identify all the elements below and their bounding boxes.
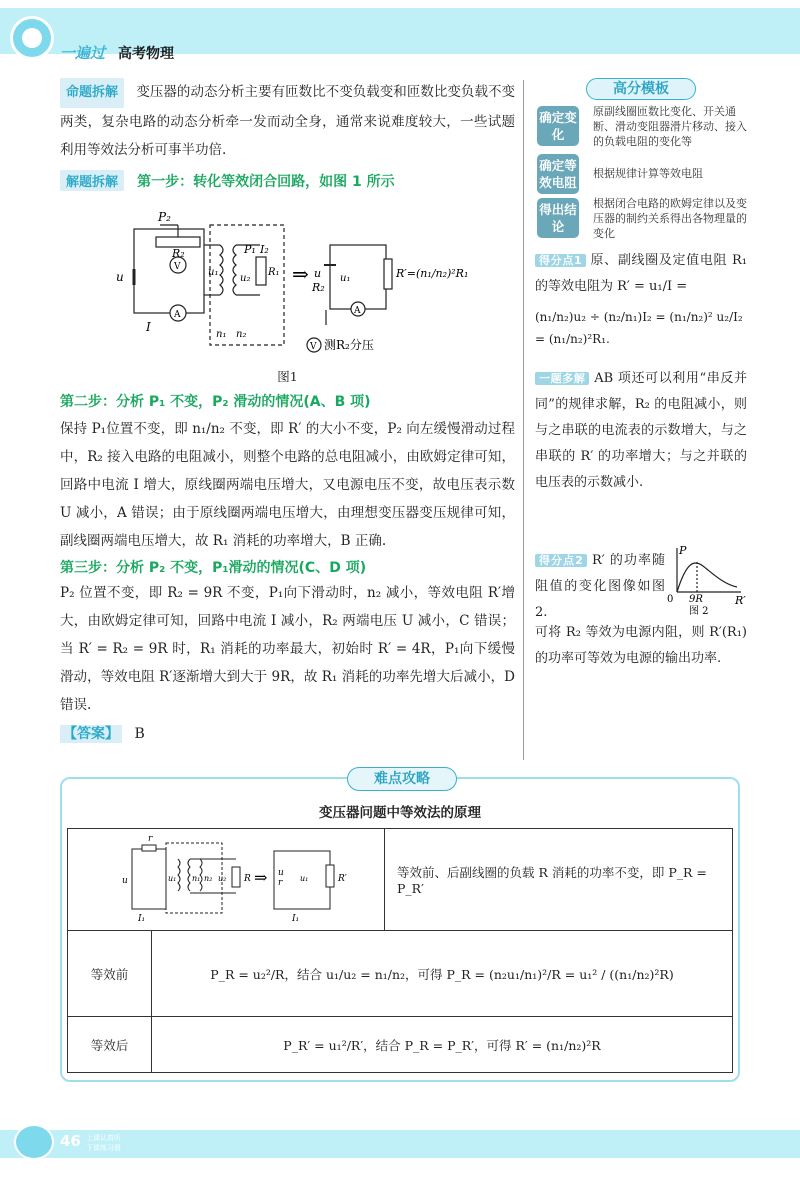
template-step-1-box: 确定变化 [537,106,579,146]
score-point-2-label: 得分点2 [535,554,587,567]
label-v: V [174,262,181,272]
template-step-3 [535,194,747,244]
equivalent-loop [330,245,386,309]
difficulty-subtitle: 变压器问题中等效法的原理 [319,805,481,821]
diag-i1: I₁ [138,914,146,924]
equivalence-arrow: ⇒ [292,262,309,286]
rheostat-r2 [156,237,200,247]
footer-slogan-2: 下课练习册 [86,1144,121,1152]
label-i2: I₂ [260,243,269,256]
page-header [0,0,800,74]
difficulty-title: 难点攻略 [347,767,457,791]
principle-table [67,828,733,1073]
tag-solution: 解题拆解 [60,170,124,191]
label-r1: R₁ [268,267,280,278]
label-r-prime: R′=(n₁/n₂)²R₁ [396,267,469,280]
step3-paragraph: P₂ 位置不变，即 R₂ = 9R 不变，P₁向下滑动时，n₂ 减小，等效电阻 R′增大，由欧姆定律可知，回路中电流 I 减小，R₂ 两端电压 U 减小，C 错误；当 R′ = R₂ = 9R 时，R₁ 消耗的功率最大，初始时 R′ = 4R，P₁向下缓慢滑动，等效电阻 R′逐渐增大到大于 9R，故 R₁ 消耗的功率先增大后减小，D 错误. [60,585,515,713]
diag-n1: n₁ [192,874,201,883]
score-point-1 [535,248,747,300]
step1-line [60,170,515,191]
score-point-1-label: 得分点1 [535,254,586,267]
step1-heading: 第一步：转化等效闭合回路，如图 1 所示 [137,174,395,190]
mascot-logo-icon [10,16,54,60]
step3-heading: 第三步：分析 P₂ 不变，P₁滑动的情况(C、D 项) [60,560,367,576]
right-column [535,72,747,672]
template-step-2 [535,154,747,194]
resistor-r1 [256,257,266,285]
page-footer [0,1120,800,1160]
row1-formula: P_R = u₂²/R，结合 u₁/u₂ = n₁/n₂，可得 P_R = (n₂u₁/n₁)²/R = u₁² / ((n₁/n₂)²R) [152,931,733,1017]
label-a: A [174,310,181,320]
fig2-y-label: P [679,544,687,557]
intro-paragraph [60,78,515,164]
figure-2-power-curve [667,542,747,618]
label-r2: R₂ [172,247,185,260]
label-u: u [116,270,124,284]
fig2-caption: 图 2 [689,606,709,617]
principle-cell: 等效前、后副线圈的负载 R 消耗的功率不变，即 P_R = P_R′ [385,829,733,931]
step2-paragraph: 保持 P₁位置不变，即 n₁/n₂ 不变，即 R′ 的大小不变，P₂ 向左缓慢滑动过程中，R₂ 接入电路的电阻减小，则整个电路的总电阻减小，由欧姆定律可知，回路中电流 I 增大，原线圈两端电压增大，又电源电压不变，故电压表示数 U 减小，A 错误；由于原线圈两端电压增大，由理想变压器变压规律可知，副线圈两端电压增大，故 R₁ 消耗的功率增大，B 正确. [60,421,515,549]
mascot-icon [14,1124,54,1160]
figure-1-circuit [60,195,515,365]
intro-text: 变压器的动态分析主要有匝数比不变负载变和匝数比变负载不变两类，复杂电路的动态分析牵一发而动全身，通常来说难度较大，一些试题利用等效法分析可事半功倍. [60,84,516,158]
label-u1: u₁ [208,267,219,278]
label-u2: u₂ [240,273,251,284]
equivalence-diagram [68,829,384,927]
diag-n2: n₂ [204,874,213,883]
brand-name: 一遍过 [60,44,106,62]
template-step-1-text: 原副线圈匝数比变化、开关通断、滑动变阻器滑片移动、接入的负载电阻的变化等 [593,105,747,148]
label-n2: n₂ [236,329,247,340]
template-step-1 [535,104,747,154]
footer-slogan-1: 上课认真听 [86,1134,121,1142]
diag-R: R [244,874,251,884]
diag-u2: u₂ [218,874,227,883]
template-title: 高分模板 [586,78,696,100]
fig2-x-tick: 9R [689,594,703,605]
equivalent-resistor [384,259,392,289]
template-step-3-text: 根据闭合电路的欧姆定律以及变压器的制约关系得出各物理量的变化 [593,197,747,240]
diag-r-right: r [278,878,283,888]
score-point-2-text: R′ 的功率随阻值的变化图像如图 2. [535,553,666,620]
label-r2-right: R₂ [312,281,325,294]
template-step-2-box: 确定等效电阻 [537,154,579,194]
table-row [68,1017,733,1073]
label-p2: P₂ [158,210,171,224]
voltmeter-note: 测R₂分压 [324,338,374,352]
score-point-1-formula: (n₁/n₂)u₂ ÷ (n₂/n₁)I₂ = (n₁/n₂)² u₂/I₂ = (n₁/n₂)²R₁. [535,310,743,346]
diag-R-prime: R′ [338,874,347,884]
diag-i1-right: I₁ [292,914,300,924]
row2-label: 等效后 [68,1017,152,1073]
label-p1: P₁ [244,243,256,256]
diag-u1-right: u₁ [300,874,309,883]
score-point-1-text: 原、副线圈及定值电阻 R₁ 的等效电阻为 R′ = u₁/I = [535,253,747,294]
table-row [68,829,733,931]
score-point-2-more: 可将 R₂ 等效为电源内阻，则 R′(R₁) 的功率可等效为电源的输出功率. [535,625,747,666]
template-step-2-text: 根据规律计算等效电阻 [593,167,703,180]
diag-r: r [148,834,153,844]
step2-heading: 第二步：分析 P₁ 不变，P₂ 滑动的情况(A、B 项) [60,394,371,410]
column-divider [523,80,524,760]
page-number: 46 [60,1132,81,1150]
multi-solution-text: AB 项还可以利用“串反并同”的规律求解，R₂ 的电阻减小，则与之串联的电流表的示数增大，与之串联的 R′ 的功率增大；与之并联的电压表的示数减小. [535,371,747,490]
svg-text:V: V [310,342,317,352]
left-column [60,72,515,743]
label-a-right: A [354,306,361,316]
label-u-right: u [314,267,322,280]
series-name: 高考物理 [118,46,174,62]
score-point-2 [535,544,747,620]
label-i: I [146,320,151,334]
diag-arrow: ⇒ [254,868,268,887]
template-step-3-box: 得出结论 [537,198,579,238]
answer-line [60,723,515,743]
label-u1-right: u₁ [340,273,351,284]
tag-analysis: 命题拆解 [60,78,124,108]
row1-label: 等效前 [68,931,152,1017]
diag-u: u [122,876,128,886]
difficulty-section [60,771,740,1082]
label-n1: n₁ [216,329,227,340]
row2-formula: P_R′ = u₁²/R′，结合 P_R = P_R′，可得 R′ = (n₁/n₂)²R [152,1017,733,1073]
fig2-origin: 0 [667,594,674,605]
multi-solution [535,366,747,496]
answer-label: 【答案】 [60,725,122,743]
table-row [68,931,733,1017]
answer-value: B [134,726,145,742]
multi-solution-label: 一题多解 [535,372,589,385]
diagram-cell [68,829,385,931]
figure-1-caption: 图1 [277,369,298,384]
fig2-x-label: R′ [735,594,746,607]
diag-u1: u₁ [168,874,177,883]
diag-u-right: u [278,868,284,878]
primary-loop [134,229,204,313]
